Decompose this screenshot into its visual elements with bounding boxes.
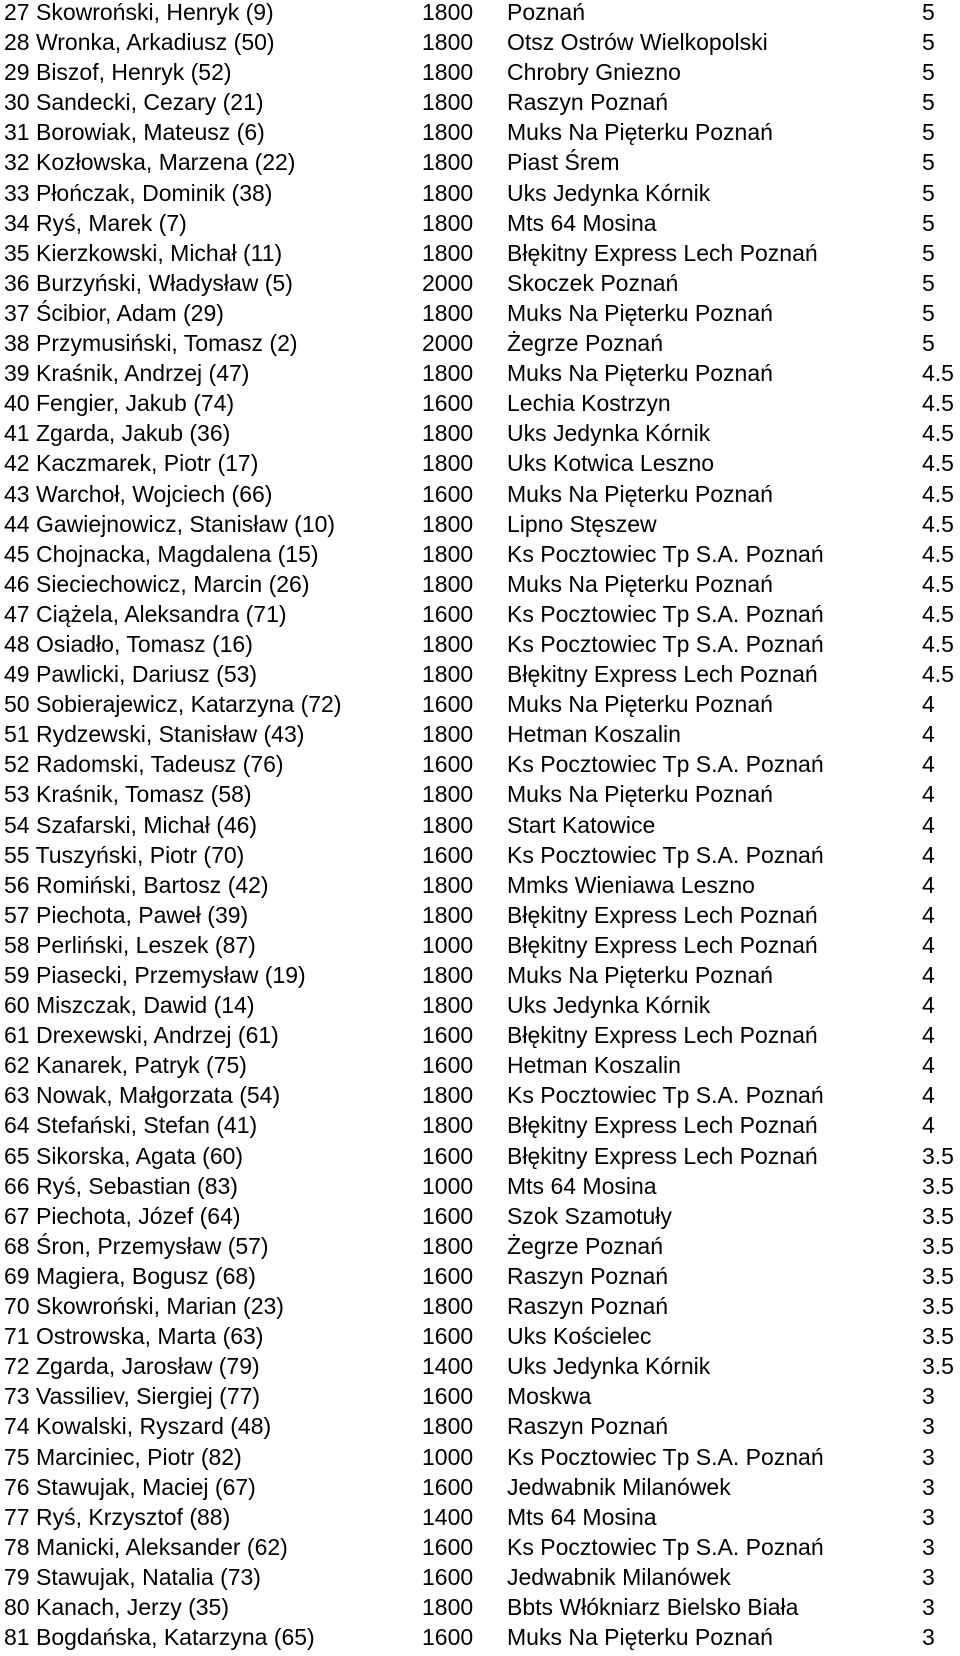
club-cell: Lipno Stęszew <box>507 510 657 537</box>
rating-cell: 1800 <box>422 1082 474 1109</box>
table-row <box>0 662 960 692</box>
rating-cell: 1600 <box>422 1022 474 1049</box>
rating-cell: 1600 <box>422 1052 474 1079</box>
player-cell: 68 Śron, Przemysław (57) <box>4 1232 269 1259</box>
player-cell: 79 Stawujak, Natalia (73) <box>4 1563 261 1590</box>
points-cell: 4.5 <box>922 600 954 627</box>
player-cell: 73 Vassiliev, Siergiej (77) <box>4 1383 261 1410</box>
table-row <box>0 933 960 963</box>
club-cell: Uks Jedynka Kórnik <box>507 1353 711 1380</box>
points-cell: 3.5 <box>922 1353 954 1380</box>
player-cell: 49 Pawlicki, Dariusz (53) <box>4 661 258 688</box>
table-row <box>0 30 960 60</box>
points-cell: 4.5 <box>922 390 954 417</box>
rating-cell: 1000 <box>422 931 474 958</box>
player-cell: 34 Ryś, Marek (7) <box>4 209 187 236</box>
points-cell: 4.5 <box>922 480 954 507</box>
points-cell: 3.5 <box>922 1172 954 1199</box>
points-cell: 4 <box>922 1052 935 1079</box>
club-cell: Uks Jedynka Kórnik <box>507 179 711 206</box>
table-row <box>0 301 960 331</box>
points-cell: 3 <box>922 1563 935 1590</box>
rating-cell: 2000 <box>422 269 474 296</box>
player-cell: 69 Magiera, Bogusz (68) <box>4 1262 256 1289</box>
player-cell: 57 Piechota, Paweł (39) <box>4 901 249 928</box>
player-cell: 76 Stawujak, Maciej (67) <box>4 1473 256 1500</box>
club-cell: Ks Pocztowiec Tp S.A. Poznań <box>507 1533 824 1560</box>
points-cell: 4 <box>922 751 935 778</box>
club-cell: Żegrze Poznań <box>507 1232 663 1259</box>
club-cell: Ks Pocztowiec Tp S.A. Poznań <box>507 1082 824 1109</box>
points-cell: 3 <box>922 1533 935 1560</box>
table-row <box>0 271 960 301</box>
club-cell: Lechia Kostrzyn <box>507 390 671 417</box>
club-cell: Muks Na Pięterku Poznań <box>507 480 773 507</box>
points-cell: 5 <box>922 29 935 56</box>
club-cell: Ks Pocztowiec Tp S.A. Poznań <box>507 751 824 778</box>
table-row <box>0 391 960 421</box>
club-cell: Ks Pocztowiec Tp S.A. Poznań <box>507 1443 824 1470</box>
player-cell: 80 Kanach, Jerzy (35) <box>4 1593 230 1620</box>
points-cell: 5 <box>922 149 935 176</box>
player-cell: 48 Osiadło, Tomasz (16) <box>4 630 253 657</box>
player-cell: 35 Kierzkowski, Michał (11) <box>4 239 283 266</box>
club-cell: Błękitny Express Lech Poznań <box>507 1022 818 1049</box>
table-row <box>0 572 960 602</box>
table-row <box>0 1023 960 1053</box>
rating-cell: 1800 <box>422 661 474 688</box>
points-cell: 4 <box>922 781 935 808</box>
table-row <box>0 120 960 150</box>
club-cell: Szok Szamotuły <box>507 1202 672 1229</box>
club-cell: Bbts Włókniarz Bielsko Biała <box>507 1593 799 1620</box>
table-row <box>0 1234 960 1264</box>
rating-cell: 1400 <box>422 1503 474 1530</box>
player-cell: 51 Rydzewski, Stanisław (43) <box>4 721 305 748</box>
points-cell: 5 <box>922 239 935 266</box>
club-cell: Mts 64 Mosina <box>507 1172 657 1199</box>
table-row <box>0 512 960 542</box>
points-cell: 4.5 <box>922 630 954 657</box>
club-cell: Muks Na Pięterku Poznań <box>507 781 773 808</box>
player-cell: 78 Manicki, Aleksander (62) <box>4 1533 288 1560</box>
points-cell: 5 <box>922 209 935 236</box>
points-cell: 3.5 <box>922 1142 954 1169</box>
player-cell: 81 Bogdańska, Katarzyna (65) <box>4 1624 315 1651</box>
player-cell: 70 Skowroński, Marian (23) <box>4 1293 284 1320</box>
rating-cell: 1600 <box>422 1533 474 1560</box>
table-row <box>0 632 960 662</box>
player-cell: 62 Kanarek, Patryk (75) <box>4 1052 247 1079</box>
table-row <box>0 1324 960 1354</box>
table-row <box>0 0 960 30</box>
player-cell: 33 Płończak, Dominik (38) <box>4 179 273 206</box>
club-cell: Muks Na Pięterku Poznań <box>507 691 773 718</box>
points-cell: 3 <box>922 1593 935 1620</box>
club-cell: Błękitny Express Lech Poznań <box>507 1112 818 1139</box>
club-cell: Raszyn Poznań <box>507 1293 669 1320</box>
points-cell: 4 <box>922 1112 935 1139</box>
table-row <box>0 813 960 843</box>
club-cell: Raszyn Poznań <box>507 1262 669 1289</box>
rating-cell: 1800 <box>422 1413 474 1440</box>
points-cell: 3 <box>922 1503 935 1530</box>
player-cell: 46 Sieciechowicz, Marcin (26) <box>4 570 310 597</box>
rating-cell: 1600 <box>422 841 474 868</box>
rating-cell: 1800 <box>422 1112 474 1139</box>
club-cell: Skoczek Poznań <box>507 269 679 296</box>
player-cell: 54 Szafarski, Michał (46) <box>4 811 258 838</box>
table-row <box>0 1384 960 1414</box>
table-row <box>0 1565 960 1595</box>
rating-cell: 1800 <box>422 1232 474 1259</box>
rating-cell: 1800 <box>422 721 474 748</box>
rating-cell: 1800 <box>422 59 474 86</box>
club-cell: Otsz Ostrów Wielkopolski <box>507 29 768 56</box>
rating-cell: 1600 <box>422 751 474 778</box>
player-cell: 60 Miszczak, Dawid (14) <box>4 992 255 1019</box>
points-cell: 4 <box>922 901 935 928</box>
club-cell: Ks Pocztowiec Tp S.A. Poznań <box>507 630 824 657</box>
club-cell: Raszyn Poznań <box>507 89 669 116</box>
table-row <box>0 211 960 241</box>
player-cell: 66 Ryś, Sebastian (83) <box>4 1172 238 1199</box>
club-cell: Żegrze Poznań <box>507 330 663 357</box>
club-cell: Mts 64 Mosina <box>507 209 657 236</box>
table-row <box>0 181 960 211</box>
points-cell: 5 <box>922 299 935 326</box>
points-cell: 5 <box>922 269 935 296</box>
points-cell: 4 <box>922 931 935 958</box>
player-cell: 53 Kraśnik, Tomasz (58) <box>4 781 252 808</box>
rating-cell: 1800 <box>422 0 474 25</box>
player-cell: 52 Radomski, Tadeusz (76) <box>4 751 284 778</box>
table-row <box>0 722 960 752</box>
rating-cell: 1800 <box>422 962 474 988</box>
club-cell: Muks Na Pięterku Poznań <box>507 570 773 597</box>
table-row <box>0 782 960 812</box>
club-cell: Raszyn Poznań <box>507 1413 669 1440</box>
club-cell: Błękitny Express Lech Poznań <box>507 239 818 266</box>
club-cell: Start Katowice <box>507 811 656 838</box>
player-cell: 28 Wronka, Arkadiusz (50) <box>4 29 275 56</box>
club-cell: Jedwabnik Milanówek <box>507 1563 731 1590</box>
rating-cell: 1600 <box>422 1202 474 1229</box>
club-cell: Uks Kotwica Leszno <box>507 450 715 477</box>
table-row <box>0 1505 960 1535</box>
points-cell: 5 <box>922 179 935 206</box>
club-cell: Ks Pocztowiec Tp S.A. Poznań <box>507 540 824 567</box>
club-cell: Poznań <box>507 0 586 25</box>
rating-cell: 1800 <box>422 450 474 477</box>
club-cell: Muks Na Pięterku Poznań <box>507 962 773 988</box>
player-cell: 29 Biszof, Henryk (52) <box>4 59 232 86</box>
club-cell: Błękitny Express Lech Poznań <box>507 901 818 928</box>
table-row <box>0 150 960 180</box>
player-cell: 30 Sandecki, Cezary (21) <box>4 89 264 116</box>
points-cell: 4 <box>922 1082 935 1109</box>
rating-cell: 2000 <box>422 330 474 357</box>
player-cell: 38 Przymusiński, Tomasz (2) <box>4 330 298 357</box>
club-cell: Mmks Wieniawa Leszno <box>507 871 755 898</box>
club-cell: Uks Jedynka Kórnik <box>507 992 711 1019</box>
player-cell: 43 Warchoł, Wojciech (66) <box>4 480 273 507</box>
player-cell: 27 Skowroński, Henryk (9) <box>4 0 274 25</box>
points-cell: 5 <box>922 0 935 25</box>
player-cell: 31 Borowiak, Mateusz (6) <box>4 119 265 146</box>
table-row <box>0 602 960 632</box>
rating-cell: 1800 <box>422 360 474 387</box>
club-cell: Błękitny Express Lech Poznań <box>507 1142 818 1169</box>
player-cell: 32 Kozłowska, Marzena (22) <box>4 149 296 176</box>
player-cell: 55 Tuszyński, Piotr (70) <box>4 841 245 868</box>
points-cell: 5 <box>922 330 935 357</box>
table-row <box>0 90 960 120</box>
points-cell: 3 <box>922 1383 935 1410</box>
player-cell: 72 Zgarda, Jarosław (79) <box>4 1353 260 1380</box>
player-cell: 58 Perliński, Leszek (87) <box>4 931 256 958</box>
points-cell: 4.5 <box>922 360 954 387</box>
table-row <box>0 451 960 481</box>
table-row <box>0 421 960 451</box>
rating-cell: 1800 <box>422 1293 474 1320</box>
rating-cell: 1800 <box>422 119 474 146</box>
player-cell: 44 Gawiejnowicz, Stanisław (10) <box>4 510 336 537</box>
club-cell: Ks Pocztowiec Tp S.A. Poznań <box>507 600 824 627</box>
rating-cell: 1000 <box>422 1172 474 1199</box>
player-cell: 61 Drexewski, Andrzej (61) <box>4 1022 279 1049</box>
rating-cell: 1600 <box>422 600 474 627</box>
table-row <box>0 1625 960 1655</box>
rating-cell: 1800 <box>422 420 474 447</box>
table-row <box>0 241 960 271</box>
rating-cell: 1800 <box>422 781 474 808</box>
table-row <box>0 1535 960 1565</box>
table-row <box>0 1294 960 1324</box>
club-cell: Muks Na Pięterku Poznań <box>507 119 773 146</box>
points-cell: 4 <box>922 871 935 898</box>
points-cell: 4 <box>922 691 935 718</box>
rating-cell: 1800 <box>422 570 474 597</box>
table-row <box>0 752 960 782</box>
player-cell: 71 Ostrowska, Marta (63) <box>4 1323 264 1350</box>
table-row <box>0 1113 960 1143</box>
rating-cell: 1800 <box>422 239 474 266</box>
points-cell: 4 <box>922 811 935 838</box>
points-cell: 4 <box>922 721 935 748</box>
points-cell: 3 <box>922 1413 935 1440</box>
table-row <box>0 1264 960 1294</box>
table-row <box>0 361 960 391</box>
points-cell: 5 <box>922 89 935 116</box>
rating-cell: 1800 <box>422 992 474 1019</box>
rating-cell: 1800 <box>422 299 474 326</box>
rating-cell: 1600 <box>422 1383 474 1410</box>
table-row <box>0 1204 960 1234</box>
rating-cell: 1600 <box>422 1473 474 1500</box>
player-cell: 56 Romiński, Bartosz (42) <box>4 871 269 898</box>
club-cell: Uks Jedynka Kórnik <box>507 420 711 447</box>
rating-cell: 1800 <box>422 209 474 236</box>
points-cell: 4.5 <box>922 570 954 597</box>
player-cell: 47 Ciążela, Aleksandra (71) <box>4 600 287 627</box>
player-cell: 39 Kraśnik, Andrzej (47) <box>4 360 250 387</box>
club-cell: Hetman Koszalin <box>507 721 681 748</box>
table-row <box>0 963 960 993</box>
rating-cell: 1000 <box>422 1443 474 1470</box>
points-cell: 5 <box>922 119 935 146</box>
points-cell: 3 <box>922 1624 935 1651</box>
table-row <box>0 692 960 722</box>
table-row <box>0 1475 960 1505</box>
rating-cell: 1800 <box>422 1593 474 1620</box>
rating-cell: 1600 <box>422 1624 474 1651</box>
club-cell: Uks Kościelec <box>507 1323 652 1350</box>
points-cell: 4.5 <box>922 661 954 688</box>
table-row <box>0 542 960 572</box>
player-cell: 50 Sobierajewicz, Katarzyna (72) <box>4 691 342 718</box>
points-cell: 4.5 <box>922 420 954 447</box>
club-cell: Błękitny Express Lech Poznań <box>507 661 818 688</box>
rating-cell: 1800 <box>422 29 474 56</box>
points-cell: 3.5 <box>922 1323 954 1350</box>
points-cell: 4.5 <box>922 450 954 477</box>
club-cell: Mts 64 Mosina <box>507 1503 657 1530</box>
player-cell: 77 Ryś, Krzysztof (88) <box>4 1503 231 1530</box>
rating-cell: 1600 <box>422 1142 474 1169</box>
club-cell: Ks Pocztowiec Tp S.A. Poznań <box>507 841 824 868</box>
player-cell: 40 Fengier, Jakub (74) <box>4 390 235 417</box>
rating-cell: 1800 <box>422 871 474 898</box>
table-row <box>0 1174 960 1204</box>
table-row <box>0 1354 960 1384</box>
points-cell: 4 <box>922 841 935 868</box>
club-cell: Błękitny Express Lech Poznań <box>507 931 818 958</box>
player-cell: 64 Stefański, Stefan (41) <box>4 1112 258 1139</box>
player-cell: 42 Kaczmarek, Piotr (17) <box>4 450 259 477</box>
points-cell: 4.5 <box>922 540 954 567</box>
points-cell: 4 <box>922 992 935 1019</box>
table-row <box>0 843 960 873</box>
rating-cell: 1800 <box>422 901 474 928</box>
player-cell: 59 Piasecki, Przemysław (19) <box>4 962 306 988</box>
table-row <box>0 331 960 361</box>
player-cell: 45 Chojnacka, Magdalena (15) <box>4 540 319 567</box>
table-row <box>0 903 960 933</box>
rating-cell: 1600 <box>422 390 474 417</box>
player-cell: 36 Burzyński, Władysław (5) <box>4 269 293 296</box>
rating-cell: 1600 <box>422 691 474 718</box>
table-row <box>0 1144 960 1174</box>
points-cell: 4 <box>922 962 935 988</box>
points-cell: 3.5 <box>922 1262 954 1289</box>
table-row <box>0 60 960 90</box>
rating-cell: 1800 <box>422 811 474 838</box>
table-row <box>0 1414 960 1444</box>
rating-cell: 1800 <box>422 179 474 206</box>
club-cell: Muks Na Pięterku Poznań <box>507 360 773 387</box>
points-cell: 5 <box>922 59 935 86</box>
rating-cell: 1400 <box>422 1353 474 1380</box>
points-cell: 3 <box>922 1443 935 1470</box>
points-cell: 3.5 <box>922 1293 954 1320</box>
rating-cell: 1800 <box>422 510 474 537</box>
rating-cell: 1600 <box>422 1262 474 1289</box>
player-cell: 63 Nowak, Małgorzata (54) <box>4 1082 281 1109</box>
table-row <box>0 1053 960 1083</box>
points-cell: 3.5 <box>922 1202 954 1229</box>
club-cell: Piast Śrem <box>507 149 620 176</box>
player-cell: 74 Kowalski, Ryszard (48) <box>4 1413 272 1440</box>
club-cell: Muks Na Pięterku Poznań <box>507 299 773 326</box>
rating-cell: 1600 <box>422 1563 474 1590</box>
club-cell: Chrobry Gniezno <box>507 59 681 86</box>
rating-cell: 1800 <box>422 540 474 567</box>
rating-cell: 1800 <box>422 630 474 657</box>
points-cell: 4.5 <box>922 510 954 537</box>
player-cell: 37 Ścibior, Adam (29) <box>4 299 224 326</box>
player-cell: 65 Sikorska, Agata (60) <box>4 1142 244 1169</box>
table-row <box>0 993 960 1023</box>
club-cell: Hetman Koszalin <box>507 1052 681 1079</box>
table-row <box>0 482 960 512</box>
table-row <box>0 873 960 903</box>
table-row <box>0 1083 960 1113</box>
points-cell: 3.5 <box>922 1232 954 1259</box>
table-row <box>0 1595 960 1625</box>
rating-cell: 1600 <box>422 480 474 507</box>
player-cell: 75 Marciniec, Piotr (82) <box>4 1443 242 1470</box>
points-cell: 3 <box>922 1473 935 1500</box>
points-cell: 4 <box>922 1022 935 1049</box>
rating-cell: 1800 <box>422 149 474 176</box>
rating-cell: 1600 <box>422 1323 474 1350</box>
club-cell: Moskwa <box>507 1383 592 1410</box>
rating-cell: 1800 <box>422 89 474 116</box>
club-cell: Muks Na Pięterku Poznań <box>507 1624 773 1651</box>
table-row <box>0 1445 960 1475</box>
player-cell: 41 Zgarda, Jakub (36) <box>4 420 231 447</box>
player-cell: 67 Piechota, Józef (64) <box>4 1202 241 1229</box>
club-cell: Jedwabnik Milanówek <box>507 1473 731 1500</box>
